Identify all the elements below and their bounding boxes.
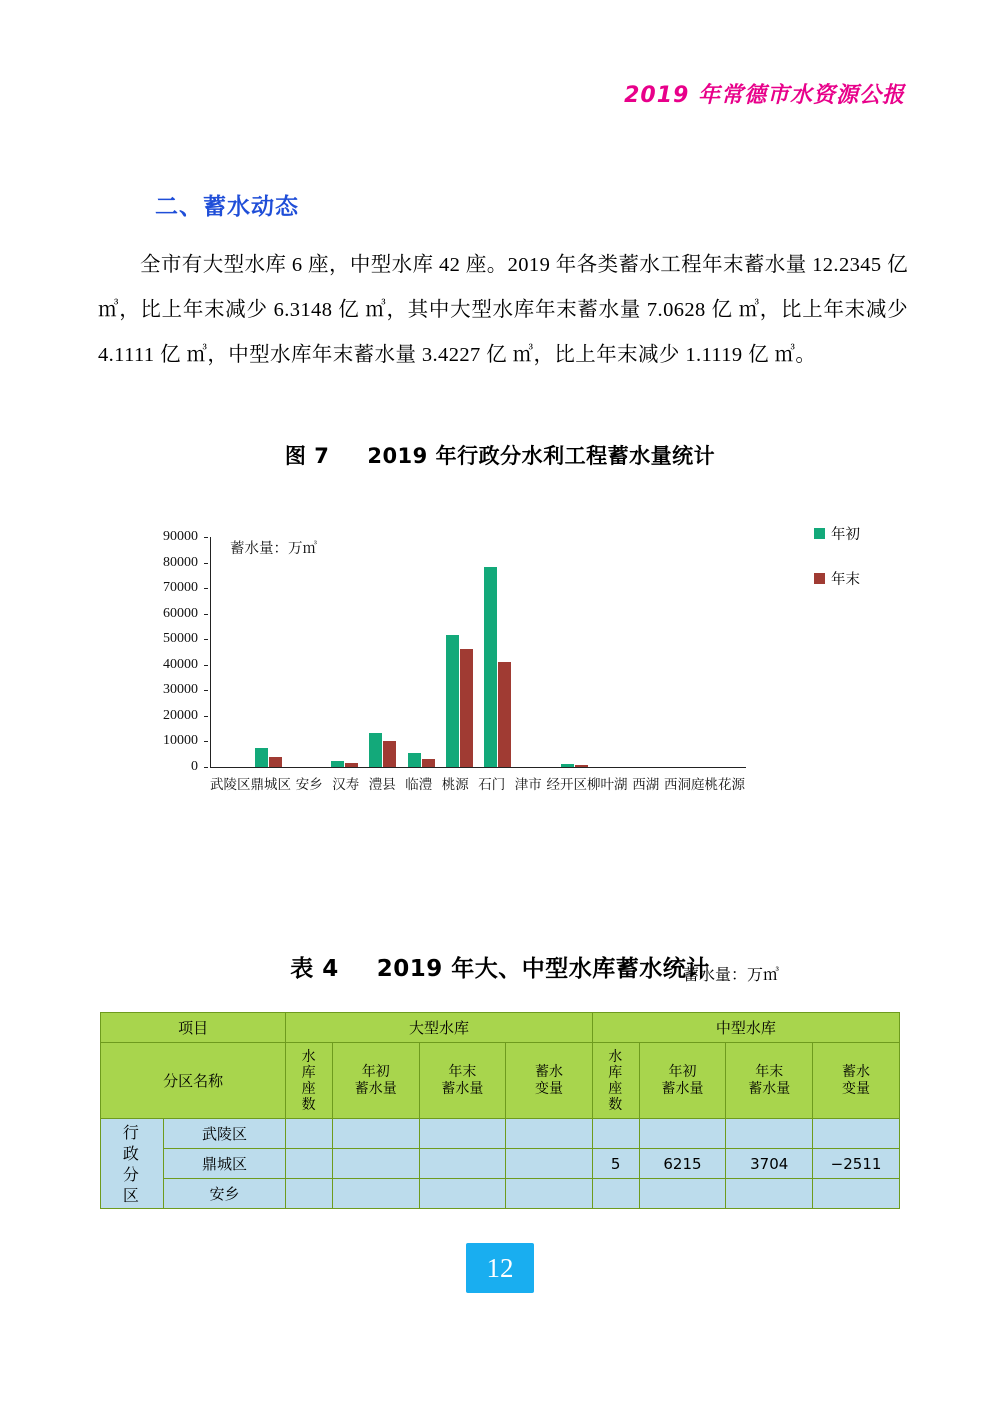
- chart-x-tick-label: 临澧: [405, 777, 433, 793]
- figure-label: 图 7: [284, 444, 330, 468]
- bar-chart: [130, 515, 870, 805]
- legend-label: 年末: [831, 572, 860, 588]
- chart-bar-group: [287, 537, 325, 767]
- chart-bar-group: [402, 537, 440, 767]
- chart-bar: [460, 649, 473, 767]
- chart-bar: [408, 753, 421, 767]
- chart-bar-group: [708, 537, 746, 767]
- chart-bar: [383, 741, 396, 767]
- table-cell-large-change: [506, 1149, 593, 1179]
- table-cell-large-begin: [333, 1119, 420, 1149]
- table-cell-large-end: [419, 1149, 506, 1179]
- chart-y-tick: 70000: [163, 580, 198, 596]
- chart-bar: [369, 733, 382, 767]
- chart-bar-group: [211, 537, 249, 767]
- table-header-medium-end: 年末 蓄水量: [726, 1043, 813, 1119]
- table-row-group-label: 行 政 分 区: [101, 1119, 164, 1209]
- table-header-medium-begin: 年初 蓄水量: [639, 1043, 726, 1119]
- chart-bar-group: [631, 537, 669, 767]
- table-caption: [0, 950, 1000, 983]
- water-storage-table: [100, 1012, 900, 1209]
- table-cell-large-count: [286, 1179, 333, 1209]
- chart-bar-group: [326, 537, 364, 767]
- chart-bar-group: [364, 537, 402, 767]
- chart-x-tick-label: 石门: [478, 777, 506, 793]
- table-header-large-change: 蓄水 变量: [506, 1043, 593, 1119]
- chart-y-tick-mark: [204, 537, 208, 538]
- chart-x-tick-label: 安乡: [295, 777, 323, 793]
- chart-y-tick-mark: [204, 690, 208, 691]
- chart-x-tick-label: 柳叶湖: [587, 777, 628, 793]
- chart-y-axis-label: 蓄水量：万㎥: [230, 541, 317, 557]
- legend-swatch-icon: [814, 528, 825, 539]
- figure-title: 2019 年行政分水利工程蓄水量统计: [367, 444, 716, 468]
- table-title: 2019 年大、中型水库蓄水统计: [376, 956, 710, 982]
- table-header-project: 项目: [101, 1013, 286, 1043]
- table-cell-medium-end: 3704: [726, 1149, 813, 1179]
- page-header-title: 2019 年常德市水资源公报: [624, 83, 905, 108]
- chart-y-tick-mark: [204, 639, 208, 640]
- table-cell-large-change: [506, 1119, 593, 1149]
- chart-bar-group: [517, 537, 555, 767]
- chart-y-tick-mark: [204, 588, 208, 589]
- chart-plot-area: [210, 537, 746, 768]
- chart-y-tick-mark: [204, 741, 208, 742]
- chart-y-tick: 0: [191, 759, 198, 774]
- table-header-large-count: 水 库 座 数: [286, 1043, 333, 1119]
- page-number: 12: [466, 1243, 534, 1293]
- table-cell-medium-begin: [639, 1179, 726, 1209]
- table-cell-medium-end: [726, 1119, 813, 1149]
- chart-x-tick-label: 汉寿: [332, 777, 360, 793]
- chart-bar: [484, 567, 497, 767]
- chart-y-tick: 20000: [163, 707, 198, 723]
- table-header-large: 大型水库: [286, 1013, 593, 1043]
- chart-bar-group: [440, 537, 478, 767]
- chart-y-tick-mark: [204, 614, 208, 615]
- chart-x-tick-label: 桃源: [441, 777, 469, 793]
- table-cell-zone-name: 武陵区: [163, 1119, 285, 1149]
- chart-bar: [575, 765, 588, 767]
- chart-y-tick-mark: [204, 767, 208, 768]
- chart-x-tick-label: 西湖: [632, 777, 660, 793]
- table-header-large-end: 年末 蓄水量: [419, 1043, 506, 1119]
- chart-y-tick: 10000: [163, 733, 198, 749]
- figure-caption: [0, 440, 1000, 470]
- chart-y-tick: 50000: [163, 631, 198, 647]
- table-cell-medium-change: [813, 1119, 900, 1149]
- chart-bar-group: [670, 537, 708, 767]
- chart-bars: [211, 537, 746, 767]
- chart-bar: [269, 757, 282, 767]
- table-cell-zone-name: 安乡: [163, 1179, 285, 1209]
- chart-y-tick: 40000: [163, 656, 198, 672]
- chart-bar-group: [249, 537, 287, 767]
- chart-y-tick-mark: [204, 563, 208, 564]
- table-header-row-2: [101, 1043, 900, 1119]
- table-cell-large-end: [419, 1179, 506, 1209]
- table-header-large-begin: 年初 蓄水量: [333, 1043, 420, 1119]
- chart-bar: [422, 759, 435, 767]
- table-cell-large-begin: [333, 1179, 420, 1209]
- table-cell-medium-count: 5: [592, 1149, 639, 1179]
- table-cell-large-count: [286, 1149, 333, 1179]
- table-cell-medium-count: [592, 1179, 639, 1209]
- chart-bar: [345, 763, 358, 767]
- legend-label: 年初: [831, 527, 860, 543]
- section-heading: 二、蓄水动态: [155, 194, 299, 220]
- chart-x-tick-label: 鼎城区: [250, 777, 291, 793]
- table-header-medium-change: 蓄水 变量: [813, 1043, 900, 1119]
- chart-y-tick: 30000: [163, 682, 198, 698]
- chart-bar-group: [555, 537, 593, 767]
- chart-bar: [255, 748, 268, 767]
- chart-x-tick-label: 津市: [514, 777, 542, 793]
- table-row: [101, 1179, 900, 1209]
- section-paragraph: 全市有大型水库 6 座，中型水库 42 座。2019 年各类蓄水工程年末蓄水量 12.2345 亿 ㎥，比上年末减少 6.3148 亿 ㎥，其中大型水库年末蓄水量 7.0628 亿 ㎥，比上年末减少 4.1111 亿 ㎥，中型水库年末蓄水量 3.4227 亿 ㎥，比上年末减少 1.1119 亿 ㎥。: [98, 254, 908, 366]
- chart-x-tick-label: 经开区: [546, 777, 587, 793]
- table-cell-large-change: [506, 1179, 593, 1209]
- chart-legend-item: [814, 523, 860, 544]
- chart-y-tick-mark: [204, 716, 208, 717]
- chart-x-tick-label: 武陵区: [210, 777, 251, 793]
- chart-y-tick-mark: [204, 665, 208, 666]
- table-header-zone-name: 分区名称: [101, 1043, 286, 1119]
- chart-y-tick: 80000: [163, 554, 198, 570]
- chart-bar-group: [593, 537, 631, 767]
- chart-y-tick: 60000: [163, 605, 198, 621]
- table-header-medium: 中型水库: [592, 1013, 899, 1043]
- chart-y-axis: [130, 529, 204, 774]
- table-unit-note: 蓄水量：万㎥: [683, 967, 780, 984]
- chart-legend: [814, 523, 860, 613]
- table-row: [101, 1149, 900, 1179]
- table-cell-zone-name: 鼎城区: [163, 1149, 285, 1179]
- table-cell-large-begin: [333, 1149, 420, 1179]
- table-cell-large-end: [419, 1119, 506, 1149]
- chart-bar: [446, 635, 459, 767]
- table-cell-medium-change: −2511: [813, 1149, 900, 1179]
- table-cell-medium-end: [726, 1179, 813, 1209]
- table-cell-medium-begin: [639, 1119, 726, 1149]
- table-row: [101, 1119, 900, 1149]
- table-cell-medium-count: [592, 1119, 639, 1149]
- chart-x-tick-label: 西洞庭: [664, 777, 705, 793]
- chart-bar: [561, 764, 574, 767]
- table-cell-medium-begin: 6215: [639, 1149, 726, 1179]
- chart-bar: [498, 662, 511, 767]
- chart-bar: [331, 761, 344, 767]
- chart-x-tick-label: 桃花源: [704, 777, 745, 793]
- table-label: 表 4: [290, 956, 339, 982]
- table-header-row-1: [101, 1013, 900, 1043]
- chart-x-axis: [210, 773, 745, 793]
- legend-swatch-icon: [814, 573, 825, 584]
- table-cell-medium-change: [813, 1179, 900, 1209]
- chart-legend-item: [814, 568, 860, 589]
- chart-y-tick: 90000: [163, 529, 198, 544]
- chart-x-tick-label: 澧县: [368, 777, 396, 793]
- chart-bar-group: [479, 537, 517, 767]
- table-cell-large-count: [286, 1119, 333, 1149]
- table-header-medium-count: 水 库 座 数: [592, 1043, 639, 1119]
